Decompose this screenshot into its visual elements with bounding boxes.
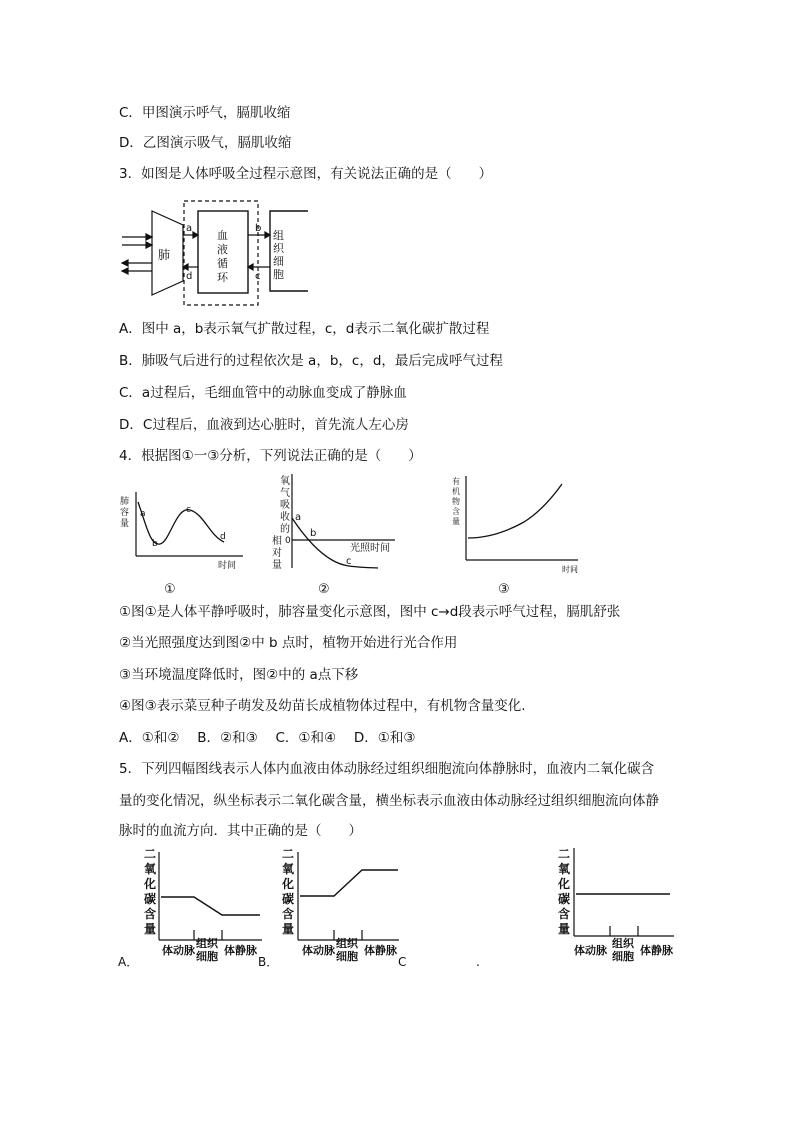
ga-ylabel-6: 量 (144, 922, 157, 936)
q2-option-c: C．甲图演示呼气，膈肌收缩 (119, 105, 291, 121)
label-a: a (186, 223, 193, 234)
co2-graph-c (557, 847, 674, 963)
q5-stem-line-3: 脉时的血流方向．其中正确的是（ ） (119, 823, 362, 839)
g2-ylabel-8: 量 (272, 560, 282, 571)
g1-ylabel-3: 量 (120, 519, 130, 529)
gc-ylabel-5: 含 (558, 907, 571, 921)
gc-x-vein: 体静脉 (640, 944, 673, 957)
ga-x-vein: 体静脉 (224, 944, 257, 957)
gc-ylabel-6: 量 (558, 922, 571, 936)
co2-graphs (114, 842, 684, 970)
gc-ylabel-2: 氧 (558, 862, 571, 876)
q3-option-a: A．图中 a，b表示氧气扩散过程，c，d表示二氧化碳扩散过程 (119, 321, 490, 337)
g1-ylabel-2: 容 (120, 508, 130, 518)
q3-stem: 3．如图是人体呼吸全过程示意图，有关说法正确的是（ ） (119, 166, 493, 182)
ga-ylabel-2: 氧 (144, 862, 157, 876)
g3-curve (468, 484, 562, 538)
lung-volume-graph (118, 484, 248, 596)
q3-option-d: D．C过程后，血液到达心脏时，首先流人左心房 (119, 417, 409, 433)
opt-a-label: A． (118, 955, 139, 969)
ga-x-tissue2: 细胞 (196, 950, 218, 963)
g2-point-a: a (295, 512, 302, 523)
gc-ylabel-4: 碳 (558, 892, 571, 906)
g2-ylabel-1: 氧 (280, 476, 290, 487)
g2-point-c: c (346, 556, 352, 567)
blood-char-3: 循 (217, 257, 228, 270)
g3-ylabel-3: 物 (452, 497, 460, 506)
g1-point-d: d (220, 532, 226, 542)
air-arrows (122, 234, 152, 274)
gb-x-tissue1: 组织 (336, 937, 358, 950)
q3-option-c: C．a过程后，毛细血管中的动脉血变成了静脉血 (119, 385, 407, 401)
opt-b-label: B． (258, 955, 279, 969)
q4-options: A．①和② B．②和③ C．①和④ D．①和③ (119, 730, 416, 746)
blood-char-4: 环 (217, 271, 228, 284)
q5-stem-line-2: 量的变化情况，纵坐标表示二氧化碳含量，横坐标表示血液由体动脉经过组织细胞流向体静 (119, 793, 659, 809)
ga-ylabel-1: 二 (144, 847, 157, 861)
g2-ylabel-6: 相 (272, 536, 282, 547)
q4-statement-4: ④图③表示菜豆种子萌发及幼苗长成植物体过程中，有机物含量变化. (119, 698, 526, 714)
gb-ylabel-4: 碳 (282, 892, 295, 906)
co2-graph-b (281, 847, 399, 963)
g1-point-b: b (152, 539, 158, 549)
gb-ylabel-5: 含 (282, 907, 295, 921)
g2-ylabel-4: 收 (280, 512, 290, 523)
co2-graph-a (143, 847, 262, 963)
gc-x-artery: 体动脉 (574, 944, 607, 957)
lung-label: 肺 (158, 248, 171, 262)
ga-x-tissue1: 组织 (196, 937, 218, 950)
q3-option-b: B．肺吸气后进行的过程依次是 a，b，c，d，最后完成呼气过程 (119, 353, 503, 369)
gb-x-artery: 体动脉 (302, 944, 335, 957)
ga-ylabel-5: 含 (144, 907, 157, 921)
tissue-char-3: 细 (273, 255, 284, 268)
ga-x-artery: 体动脉 (162, 944, 195, 957)
g1-xlabel: 时间 (218, 561, 237, 571)
q4-stem: 4．根据图①一③分析，下列说法正确的是（ ） (119, 448, 422, 464)
g2-xlabel: 光照时间 (350, 543, 390, 554)
g3-xlabel: 时间 (562, 565, 578, 574)
tissue-char-2: 织 (273, 242, 284, 255)
g3-number: ③ (498, 582, 510, 596)
gb-ylabel-6: 量 (282, 922, 295, 936)
ga-ylabel-4: 碳 (144, 892, 157, 906)
g3-ylabel-2: 机 (452, 487, 460, 496)
g2-zero: 0 (285, 536, 291, 546)
g2-point-b: b (310, 528, 317, 539)
oxygen-absorption-graph (270, 470, 400, 596)
g3-ylabel-1: 有 (452, 477, 460, 486)
g2-ylabel-7: 对 (272, 548, 282, 559)
q4-statement-3: ③当环境温度降低时，图②中的 a点下移 (119, 667, 359, 683)
blood-char-1: 血 (217, 229, 228, 242)
g3-ylabel-4: 含 (452, 507, 460, 516)
gb-ylabel-3: 化 (282, 877, 295, 891)
opt-dot: . (476, 955, 480, 969)
tissue-char-4: 胞 (273, 268, 284, 281)
label-c: c (255, 271, 261, 282)
g1-point-c: c (186, 505, 191, 515)
respiration-diagram (118, 195, 318, 310)
gb-x-tissue2: 细胞 (336, 950, 358, 963)
opt-c-label: C (398, 955, 407, 969)
g1-ylabel-1: 肺 (120, 497, 130, 507)
q4-statement-2: ②当光照强度达到图②中 b 点时，植物开始进行光合作用 (119, 635, 458, 651)
label-b: b (255, 223, 262, 234)
tissue-char-1: 组 (273, 229, 284, 242)
g1-curve (138, 502, 224, 544)
g2-ylabel-5: 的 (280, 524, 290, 535)
q4-statement-1: ①图①是人体平静呼吸时，肺容量变化示意图，图中 c→d段表示呼气过程，膈肌舒张 (119, 604, 621, 620)
organic-matter-graph (448, 470, 588, 596)
g2-ylabel-2: 气 (280, 488, 290, 499)
gb-ylabel-1: 二 (282, 847, 295, 861)
q2-option-d: D．乙图演示吸气，膈肌收缩 (119, 135, 292, 151)
q5-stem-line-1: 5．下列四幅图线表示人体内血液由体动脉经过组织细胞流向体静脉时，血液内二氧化碳含 (119, 761, 655, 777)
g2-ylabel-3: 吸 (280, 500, 290, 511)
gc-ylabel-1: 二 (558, 847, 571, 861)
g1-point-a: a (140, 509, 146, 519)
g1-number: ① (164, 582, 176, 596)
gc-x-tissue1: 组织 (612, 937, 634, 950)
blood-char-2: 液 (217, 243, 228, 256)
gc-ylabel-3: 化 (558, 877, 571, 891)
gb-ylabel-2: 氧 (282, 862, 295, 876)
g3-ylabel-5: 量 (452, 517, 460, 526)
label-d: d (186, 271, 193, 282)
gc-x-tissue2: 细胞 (612, 950, 634, 963)
gb-x-vein: 体静脉 (364, 944, 397, 957)
ga-ylabel-3: 化 (144, 877, 157, 891)
g2-number: ② (318, 582, 330, 596)
